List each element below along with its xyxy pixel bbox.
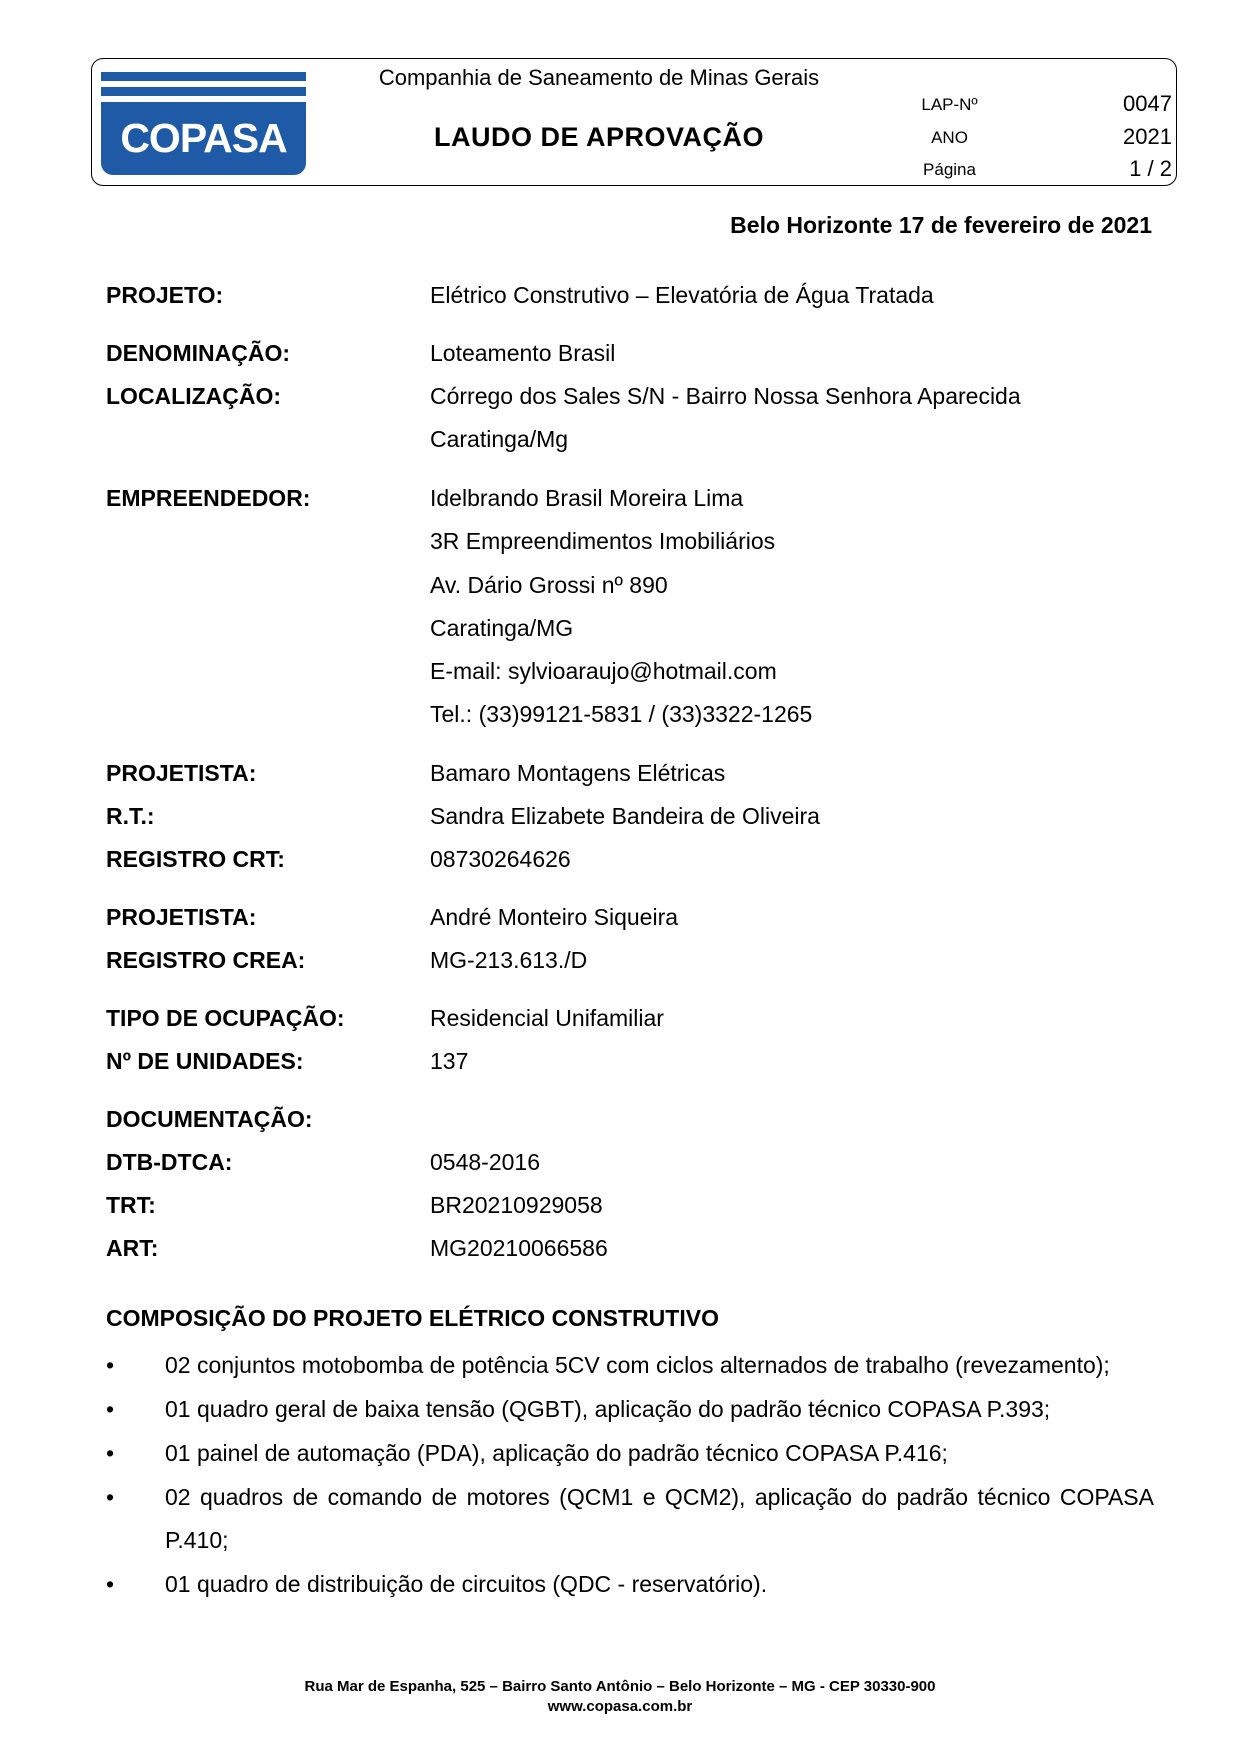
list-item-text: 02 conjuntos motobomba de potência 5CV com ciclos alternados de trabalho (revezamento); — [165, 1352, 1110, 1378]
bullet-icon: • — [106, 1484, 115, 1510]
value-empreendedor-phone: Tel.: (33)99121-5831 / (33)3322-1265 — [430, 701, 813, 727]
meta-value: 2021 — [1123, 124, 1172, 149]
label-denominacao: DENOMINAÇÃO: — [106, 340, 290, 366]
value-empreendedor-line: Av. Dário Grossi nº 890 — [430, 572, 668, 598]
value-projetista: André Monteiro Siqueira — [430, 904, 679, 930]
label-localizacao: LOCALIZAÇÃO: — [106, 383, 282, 409]
label-registro-crea: REGISTRO CREA: — [106, 947, 306, 973]
logo-badge — [101, 102, 306, 175]
copasa-logo — [101, 72, 306, 175]
value-empreendedor-email: E-mail: sylvioaraujo@hotmail.com — [430, 658, 777, 684]
label-dtb-dtca: DTB-DTCA: — [106, 1149, 233, 1175]
value-num-unidades: 137 — [430, 1048, 469, 1074]
document-title: LAUDO DE APROVAÇÃO — [433, 122, 764, 152]
footer-website[interactable]: www.copasa.com.br — [547, 1698, 693, 1715]
list-item — [106, 1476, 1154, 1562]
label-projeto: PROJETO: — [106, 282, 224, 308]
value-projetista: Bamaro Montagens Elétricas — [430, 760, 726, 786]
value-projeto: Elétrico Construtivo – Elevatória de Água Tratada — [430, 282, 934, 308]
value-tipo-ocupacao: Residencial Unifamiliar — [430, 1005, 664, 1031]
value-dtb-dtca: 0548-2016 — [430, 1149, 540, 1175]
value-registro-crt: 08730264626 — [430, 846, 571, 872]
list-item-text: 01 quadro de distribuição de circuitos (QDC - reservatório). — [165, 1571, 768, 1597]
list-item — [106, 1563, 1154, 1606]
label-tipo-ocupacao: TIPO DE OCUPAÇÃO: — [106, 1005, 345, 1031]
value-empreendedor-line: Idelbrando Brasil Moreira Lima — [430, 485, 744, 511]
section-title-composicao: COMPOSIÇÃO DO PROJETO ELÉTRICO CONSTRUTIVO — [106, 1305, 719, 1331]
meta-value: 1 / 2 — [1129, 156, 1172, 181]
label-rt: R.T.: — [106, 803, 155, 829]
document-date: Belo Horizonte 17 de fevereiro de 2021 — [730, 212, 1152, 238]
label-projetista: PROJETISTA: — [106, 760, 257, 786]
value-rt: Sandra Elizabete Bandeira de Oliveira — [430, 803, 820, 829]
list-item — [106, 1344, 1154, 1387]
list-item — [106, 1432, 1154, 1475]
label-registro-crt: REGISTRO CRT: — [106, 846, 285, 872]
bullet-icon: • — [106, 1440, 115, 1466]
value-trt: BR20210929058 — [430, 1192, 603, 1218]
logo-stripe — [101, 72, 306, 81]
value-empreendedor-line: Caratinga/MG — [430, 615, 574, 641]
footer-address: Rua Mar de Espanha, 525 – Bairro Santo Antônio – Belo Horizonte – MG - CEP 30330-900 — [304, 1678, 936, 1695]
logo-stripe — [101, 87, 306, 96]
composicao-list — [106, 1344, 1154, 1607]
page-footer — [0, 1677, 1240, 1717]
label-empreendedor: EMPREENDEDOR: — [106, 485, 311, 511]
list-item — [106, 1388, 1154, 1431]
label-trt: TRT: — [106, 1192, 156, 1218]
logo-text: COPASA — [120, 115, 287, 161]
meta-key: Página — [923, 160, 976, 179]
meta-key: LAP-Nº — [921, 95, 978, 114]
label-num-unidades: Nº DE UNIDADES: — [106, 1048, 304, 1074]
value-denominacao: Loteamento Brasil — [430, 340, 616, 366]
company-name: Companhia de Saneamento de Minas Gerais — [378, 65, 820, 90]
meta-value: 0047 — [1123, 91, 1172, 116]
meta-key: ANO — [931, 128, 968, 147]
bullet-icon: • — [106, 1571, 115, 1597]
list-item-text: 01 painel de automação (PDA), aplicação do padrão técnico COPASA P.416; — [165, 1440, 948, 1466]
label-documentacao: DOCUMENTAÇÃO: — [106, 1106, 313, 1132]
label-projetista: PROJETISTA: — [106, 904, 257, 930]
value-localizacao-line: Caratinga/Mg — [430, 426, 569, 452]
value-empreendedor-line: 3R Empreendimentos Imobiliários — [430, 528, 776, 554]
value-art: MG20210066586 — [430, 1235, 608, 1261]
list-item-text: 02 quadros de comando de motores (QCM1 e QCM2), aplicação do padrão técnico COPASA P.410; — [165, 1484, 1154, 1553]
bullet-icon: • — [106, 1396, 115, 1422]
value-localizacao-line: Córrego dos Sales S/N - Bairro Nossa Senhora Aparecida — [430, 383, 1021, 409]
label-art: ART: — [106, 1235, 159, 1261]
document-header — [91, 58, 1177, 186]
bullet-icon: • — [106, 1352, 115, 1378]
value-registro-crea: MG-213.613./D — [430, 947, 588, 973]
list-item-text: 01 quadro geral de baixa tensão (QGBT), aplicação do padrão técnico COPASA P.393; — [165, 1396, 1051, 1422]
